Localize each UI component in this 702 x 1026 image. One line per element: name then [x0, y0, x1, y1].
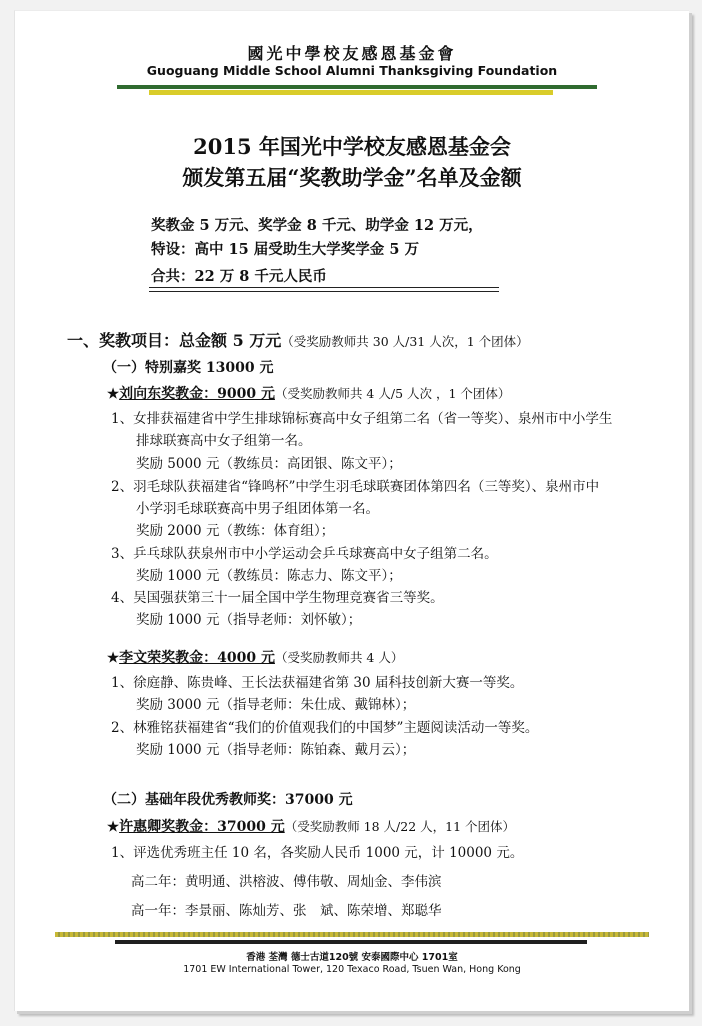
list-item-2-line2: 小学羽毛球联赛高中男子组团体第一名。	[136, 501, 379, 517]
award-li-wenrong	[107, 647, 403, 667]
grade1-teachers: 高一年：李景丽、陈灿芳、张 斌、陈荣增、郑聪华	[131, 903, 442, 919]
list-item-6-reward: 奖励 1000 元（指导老师：陈铂森、戴月云）；	[136, 742, 416, 758]
list-item-7-line1: 1、评选优秀班主任 10 名，各奖励人民币 1000 元，计 10000 元。	[111, 845, 524, 861]
star-icon: ★	[107, 819, 120, 835]
header-divider	[117, 85, 597, 89]
star-icon: ★	[107, 386, 120, 402]
award-note: （受奖励教师共 4 人/5 人次 ，1 个团体）	[274, 386, 511, 401]
star-icon: ★	[107, 650, 120, 666]
document-page	[14, 10, 689, 1011]
list-item-2-reward: 奖励 2000 元（教练：体育组）；	[136, 523, 335, 539]
subsection1-heading: （一）特别嘉奖 13000 元	[103, 360, 274, 376]
footer-address-english: 1701 EW International Tower, 120 Texaco Road, Tsuen Wan, Hong Kong	[183, 964, 521, 975]
award-name: 刘向东奖教金：9000 元	[119, 386, 275, 402]
footer-address-chinese: 香港 荃灣 德士古道120號 安泰國際中心 1701室	[246, 952, 458, 963]
list-item-4-line1: 4、吴国强获第三十一届全国中学生物理竞赛省三等奖。	[111, 590, 444, 606]
footer-divider	[115, 940, 587, 944]
section1-title: 一、奖教项目：总金额 5 万元	[67, 331, 282, 350]
list-item-5-line1: 1、徐庭静、陈贵峰、王长法获福建省第 30 届科技创新大赛一等奖。	[111, 675, 524, 691]
list-item-5-reward: 奖励 3000 元（指导老师：朱仕成、戴锦林）；	[136, 697, 416, 713]
list-item-1-reward: 奖励 5000 元（教练员：高团银、陈文平）；	[136, 456, 402, 472]
footer-divider-accent	[55, 932, 649, 937]
org-name-english: Guoguang Middle School Alumni Thanksgiving Foundation	[146, 63, 558, 78]
list-item-3-reward: 奖励 1000 元（教练员：陈志力、陈文平）；	[136, 568, 402, 584]
award-note: （受奖励教师共 4 人）	[274, 650, 404, 665]
summary-total: 合共：22 万 8 千元人民币	[151, 268, 327, 285]
award-xu-huiqing	[107, 816, 515, 836]
list-item-6-line1: 2、林雅铭获福建省“我们的价值观我们的中国梦”主题阅读活动一等奖。	[111, 720, 539, 736]
award-note: （受奖励教师 18 人/22 人，11 个团体）	[284, 819, 516, 834]
summary-line1: 奖教金 5 万元、奖学金 8 千元、助学金 12 万元，	[151, 217, 483, 234]
list-item-4-reward: 奖励 1000 元（指导老师：刘怀敏）；	[136, 612, 362, 628]
header-divider-accent	[149, 90, 553, 95]
document-title-line2: 颁发第五届“奖教助学金”名单及金额	[182, 165, 522, 190]
list-item-2-line1: 2、羽毛球队获福建省“锋鸣杯”中学生羽毛球联赛团体第四名（三等奖）、泉州市中	[111, 479, 600, 495]
org-name-chinese: 國光中學校友感恩基金會	[247, 44, 457, 63]
list-item-1-line2: 排球联赛高中女子组第一名。	[136, 433, 312, 449]
list-item-1-line1: 1、女排获福建省中学生排球锦标赛高中女子组第二名（省一等奖）、泉州市中小学生	[111, 411, 613, 427]
grade2-teachers: 高二年：黄明通、洪榕波、傅伟敬、周灿金、李伟滨	[131, 874, 442, 890]
section1-note: （受奖励教师共 30 人/31 人次，1 个团体）	[281, 334, 529, 349]
summary-line2: 特设：高中 15 届受助生大学奖学金 5 万	[151, 241, 419, 258]
list-item-3-line1: 3、乒乓球队获泉州市中小学运动会乒乓球赛高中女子组第二名。	[111, 546, 498, 562]
summary-divider-second	[149, 291, 499, 292]
document-title-line1: 2015 年国光中学校友感恩基金会	[193, 134, 511, 159]
summary-divider	[149, 287, 499, 288]
subsection2-heading: （二）基础年段优秀教师奖：37000 元	[103, 792, 353, 808]
award-liu-xiangdong	[107, 383, 510, 403]
award-name: 许惠卿奖教金：37000 元	[119, 819, 285, 835]
award-name: 李文荣奖教金：4000 元	[119, 650, 275, 666]
section1-heading	[67, 328, 529, 351]
